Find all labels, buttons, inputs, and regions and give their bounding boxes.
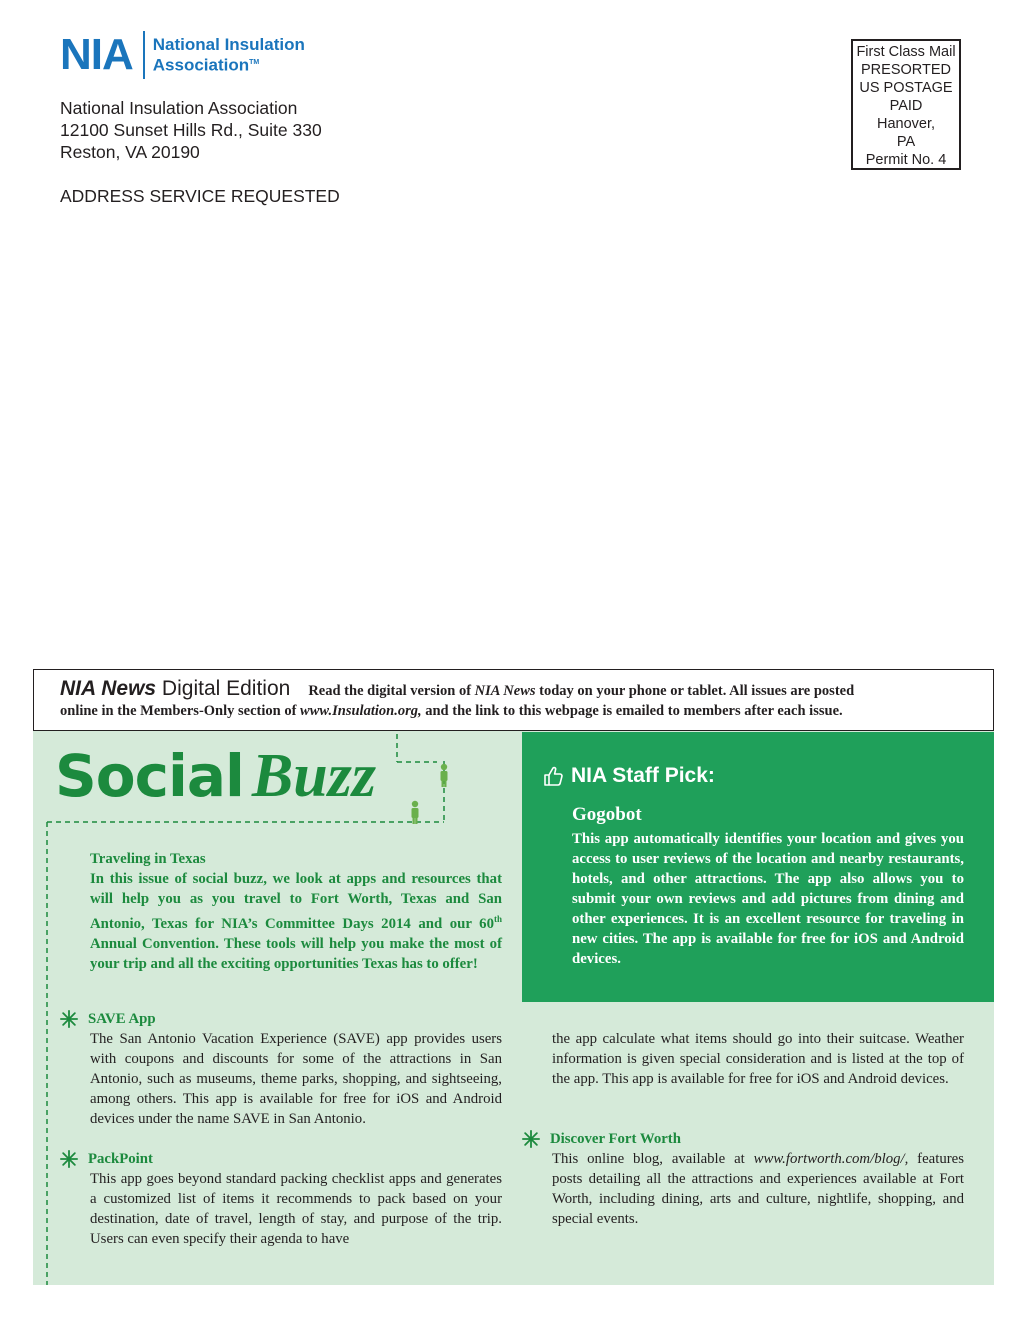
intro-body: In this issue of social buzz, we look at apps and resources that will help you as you travel to Fort Worth, Texas and San Antonio, Texas for NIA’s Committee Days 2014 and our 60th Annual Convention. These tools will help you make the most of your trip and all the exciting opportunities Texas has to offer!: [90, 871, 502, 972]
packpoint-body: This app goes beyond standard packing checklist apps and generates a customized list of items it recommends to pack based on your destination, date of travel, length of stay, and purpose of the trip. Users can even specify their agenda to have: [90, 1171, 502, 1247]
logo-divider: [143, 31, 145, 79]
trademark: TM: [249, 58, 260, 66]
save-app-heading: SAVE App: [60, 1009, 502, 1029]
star-burst-icon: [60, 1150, 78, 1168]
social-buzz-title: [55, 741, 376, 812]
star-burst-icon: [522, 1130, 540, 1148]
fort-worth-section: [522, 1129, 964, 1229]
banner-line1: [60, 677, 993, 701]
packpoint-continued: [552, 1029, 964, 1089]
postage-indicia: [851, 39, 961, 170]
staff-pick-heading: [541, 764, 715, 788]
buzz-word: Buzz: [251, 742, 376, 810]
staff-pick-app-name: Gogobot: [572, 804, 642, 825]
return-address: [60, 97, 322, 163]
thumbs-up-icon: [541, 764, 565, 788]
nia-logo: [60, 30, 305, 80]
save-app-section: [60, 1009, 502, 1129]
postage-line: PA: [896, 134, 916, 150]
staff-pick-box: [522, 732, 994, 1002]
postage-line: PAID: [889, 98, 923, 114]
star-burst-icon: [60, 1010, 78, 1028]
postage-line: Permit No. 4: [865, 152, 947, 168]
banner-title: NIA News Digital Edition: [60, 677, 291, 700]
postage-line: PRESORTED: [861, 62, 951, 78]
packpoint-heading: PackPoint: [60, 1149, 502, 1169]
fort-worth-body: This online blog, available at www.fortworth.com/blog/, features posts detailing all the attractions and experiences available at Fort Worth, including dining, arts and culture, nightlife, shopping, and special events.: [552, 1151, 965, 1227]
social-word: Social: [55, 742, 244, 810]
person-icon: [412, 801, 419, 824]
return-address-line2: 12100 Sunset Hills Rd., Suite 330: [60, 120, 322, 140]
return-address-line3: Reston, VA 20190: [60, 142, 200, 162]
logo-name-line2: Association™: [152, 55, 260, 75]
save-app-body: The San Antonio Vacation Experience (SAVE) app provides users with coupons and discounts for some of the attractions in San Antonio, such as museums, theme parks, shopping, and sightseeing, among others. This app is available for free for iOS and Android devices under the name SAVE in San Antonio.: [90, 1031, 502, 1127]
banner-line2: online in the Members-Only section of www.Insulation.org, and the link to this webpage is emailed to members after each issue.: [60, 703, 843, 719]
packpoint-section: [60, 1149, 502, 1249]
insulation-link[interactable]: www.Insulation.org,: [300, 703, 422, 719]
staff-pick-body: This app automatically identifies your location and gives you access to user reviews of the location and nearby restaurants, hotels, and other attractions. The app also allows you to submit your own reviews and add pictures from dining and other experiences. It is an excellent resource for traveling in new cities. The app is available for free for iOS and Android devices.: [572, 831, 964, 967]
fort-worth-heading: Discover Fort Worth: [522, 1129, 964, 1149]
logo-mark: NIA: [60, 30, 133, 79]
intro-block: [90, 849, 502, 974]
logo-name: [153, 36, 305, 75]
intro-heading: Traveling in Texas: [90, 851, 206, 867]
packpoint-continued-body: the app calculate what items should go into their suitcase. Weather information is given special consideration and is listed at the top of the app. This app is available for free for iOS and Android devices.: [552, 1031, 964, 1087]
postage-line: US POSTAGE: [859, 80, 953, 96]
address-service-requested: ADDRESS SERVICE REQUESTED: [60, 186, 340, 206]
return-address-line1: National Insulation Association: [60, 98, 298, 118]
digital-edition-banner: [33, 669, 994, 731]
fort-worth-link[interactable]: www.fortworth.com/blog/,: [753, 1151, 909, 1167]
postage-line: First Class Mail: [856, 44, 956, 60]
postage-line: Hanover,: [876, 116, 936, 132]
logo-name-line1: National Insulation: [152, 34, 305, 54]
banner-text: Read the digital version of NIA News today on your phone or tablet. All issues are posted: [308, 683, 855, 699]
social-buzz-panel: [33, 731, 994, 1285]
staff-pick-title: NIA Staff Pick:: [571, 764, 715, 787]
